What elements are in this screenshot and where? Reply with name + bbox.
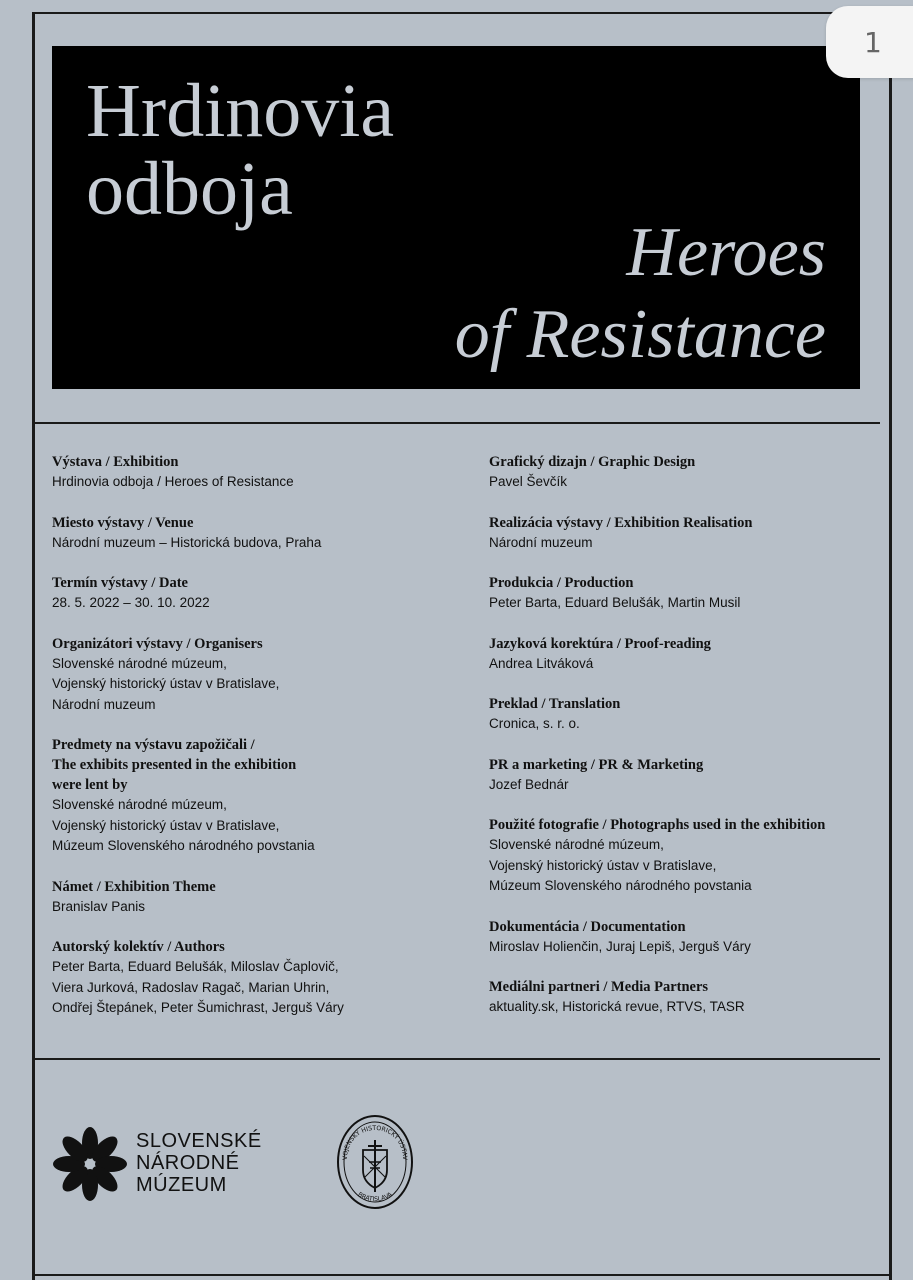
section-label: Predmety na výstavu zapožičali / The exhibits presented in the exhibition were lent by [52,737,297,793]
section-value-line: Andrea Litváková [489,655,594,671]
section-value-line: Peter Barta, Eduard Belušák, Miloslav Čaplovič, [52,959,339,974]
section-value-line: Cronica, s. r. o. [489,716,580,731]
section-label: Termín výstavy / Date [52,575,188,591]
left-section [52,877,452,918]
right-section [489,634,889,675]
section-label: Jazyková korektúra / Proof-reading [489,635,711,652]
page-number: 1 [864,26,882,59]
title-english-line-2: of Resistance [454,296,826,373]
page-frame-bottom [32,1274,892,1276]
title-banner [52,46,860,389]
left-section [52,573,452,614]
snm-logo-line-3: MÚZEUM [136,1174,227,1196]
section-label: Autorský kolektív / Authors [52,939,225,955]
section-value-line: Vojenský historický ústav v Bratislave, [52,817,280,833]
left-section [52,937,452,1019]
snm-logo-line-1: SLOVENSKÉ [136,1130,262,1152]
snm-logo-text [136,1130,262,1196]
vhu-ring-bottom-text: BRATISLAVA [356,1191,394,1203]
section-value-line: Národní muzeum [489,534,593,550]
svg-text:BRATISLAVA [356,1191,394,1203]
section-value-line: Pavel Ševčík [489,474,568,489]
right-section [489,977,889,1018]
vhu-emblem [334,1112,416,1217]
section-value-line: Ondřej Štepánek, Peter Šumichrast, Jerguš Váry [52,1000,344,1015]
title-slovak-line-2: odboja [86,147,293,231]
right-section [489,513,889,554]
section-label: Miesto výstavy / Venue [52,514,194,531]
divider-bottom [32,1058,880,1060]
section-label: Mediálni partneri / Media Partners [489,979,709,995]
right-section [489,755,889,796]
vhu-ring-top-text: VOJENSKÝ HISTORICKÝ ÚSTAV [341,1124,409,1161]
credits-right-column [489,452,889,1038]
section-label: Grafický dizajn / Graphic Design [489,454,696,470]
page-frame-left [32,12,35,1280]
section-label: Použité fotografie / Photographs used in the exhibition [489,817,826,833]
section-value-line: Vojenský historický ústav v Bratislave, [489,857,717,873]
right-section [489,815,889,897]
section-label: Námet / Exhibition Theme [52,878,216,895]
section-value-line: Múzeum Slovenského národného povstania [52,838,315,853]
section-value-line: 28. 5. 2022 – 30. 10. 2022 [52,595,210,610]
section-value-line: Viera Jurková, Radoslav Ragač, Marian Uhrin, [52,979,330,995]
section-value-line: aktuality.sk, Historická revue, RTVS, TASR [489,999,745,1014]
divider-top [32,422,880,424]
section-value-line: Slovenské národné múzeum, [52,655,227,671]
right-section [489,917,889,958]
section-value-line: Vojenský historický ústav v Bratislave, [52,676,280,691]
section-value-line: Peter Barta, Eduard Belušák, Martin Musil [489,595,741,610]
section-label: Dokumentácia / Documentation [489,918,686,935]
title-slovak-line-1: Hrdinovia [86,69,395,153]
snm-logo-line-2: NÁRODNÉ [136,1152,240,1174]
section-label: PR a marketing / PR & Marketing [489,756,704,773]
section-value-line: Jozef Bednár [489,776,569,792]
left-section [52,452,452,493]
partner-logos [52,1112,872,1222]
section-value-line: Miroslav Holienčin, Juraj Lepiš, Jerguš Váry [489,938,751,954]
left-section [52,634,452,716]
section-label: Výstava / Exhibition [52,454,179,470]
section-label: Organizátori výstavy / Organisers [52,635,263,652]
credits-left-column [52,452,452,1039]
left-section [52,513,452,554]
section-value-line: Slovenské národné múzeum, [52,797,227,812]
left-section [52,735,452,857]
section-value-line: Národní muzeum [52,696,156,712]
right-section [489,694,889,735]
section-label: Preklad / Translation [489,696,621,712]
title-slovak [86,69,606,231]
right-section [489,573,889,614]
section-value-line: Branislav Panis [52,898,146,914]
section-value-line: Národní muzeum – Historická budova, Praha [52,534,322,550]
title-english [226,212,826,376]
page-number-badge[interactable] [826,6,913,78]
page-frame-right [889,12,892,1280]
section-value-line: Slovenské národné múzeum, [489,837,664,852]
snm-star-icon [52,1126,128,1202]
section-label: Realizácia výstavy / Exhibition Realisation [489,514,753,531]
title-english-line-1: Heroes [626,214,826,291]
right-section [489,452,889,493]
page-frame-top [32,12,892,14]
vhu-emblem-icon [334,1112,416,1212]
section-value-line: Hrdinovia odboja / Heroes of Resistance [52,474,294,489]
section-label: Produkcia / Production [489,575,634,591]
snm-logo [52,1126,128,1207]
section-value-line: Múzeum Slovenského národného povstania [489,878,752,893]
